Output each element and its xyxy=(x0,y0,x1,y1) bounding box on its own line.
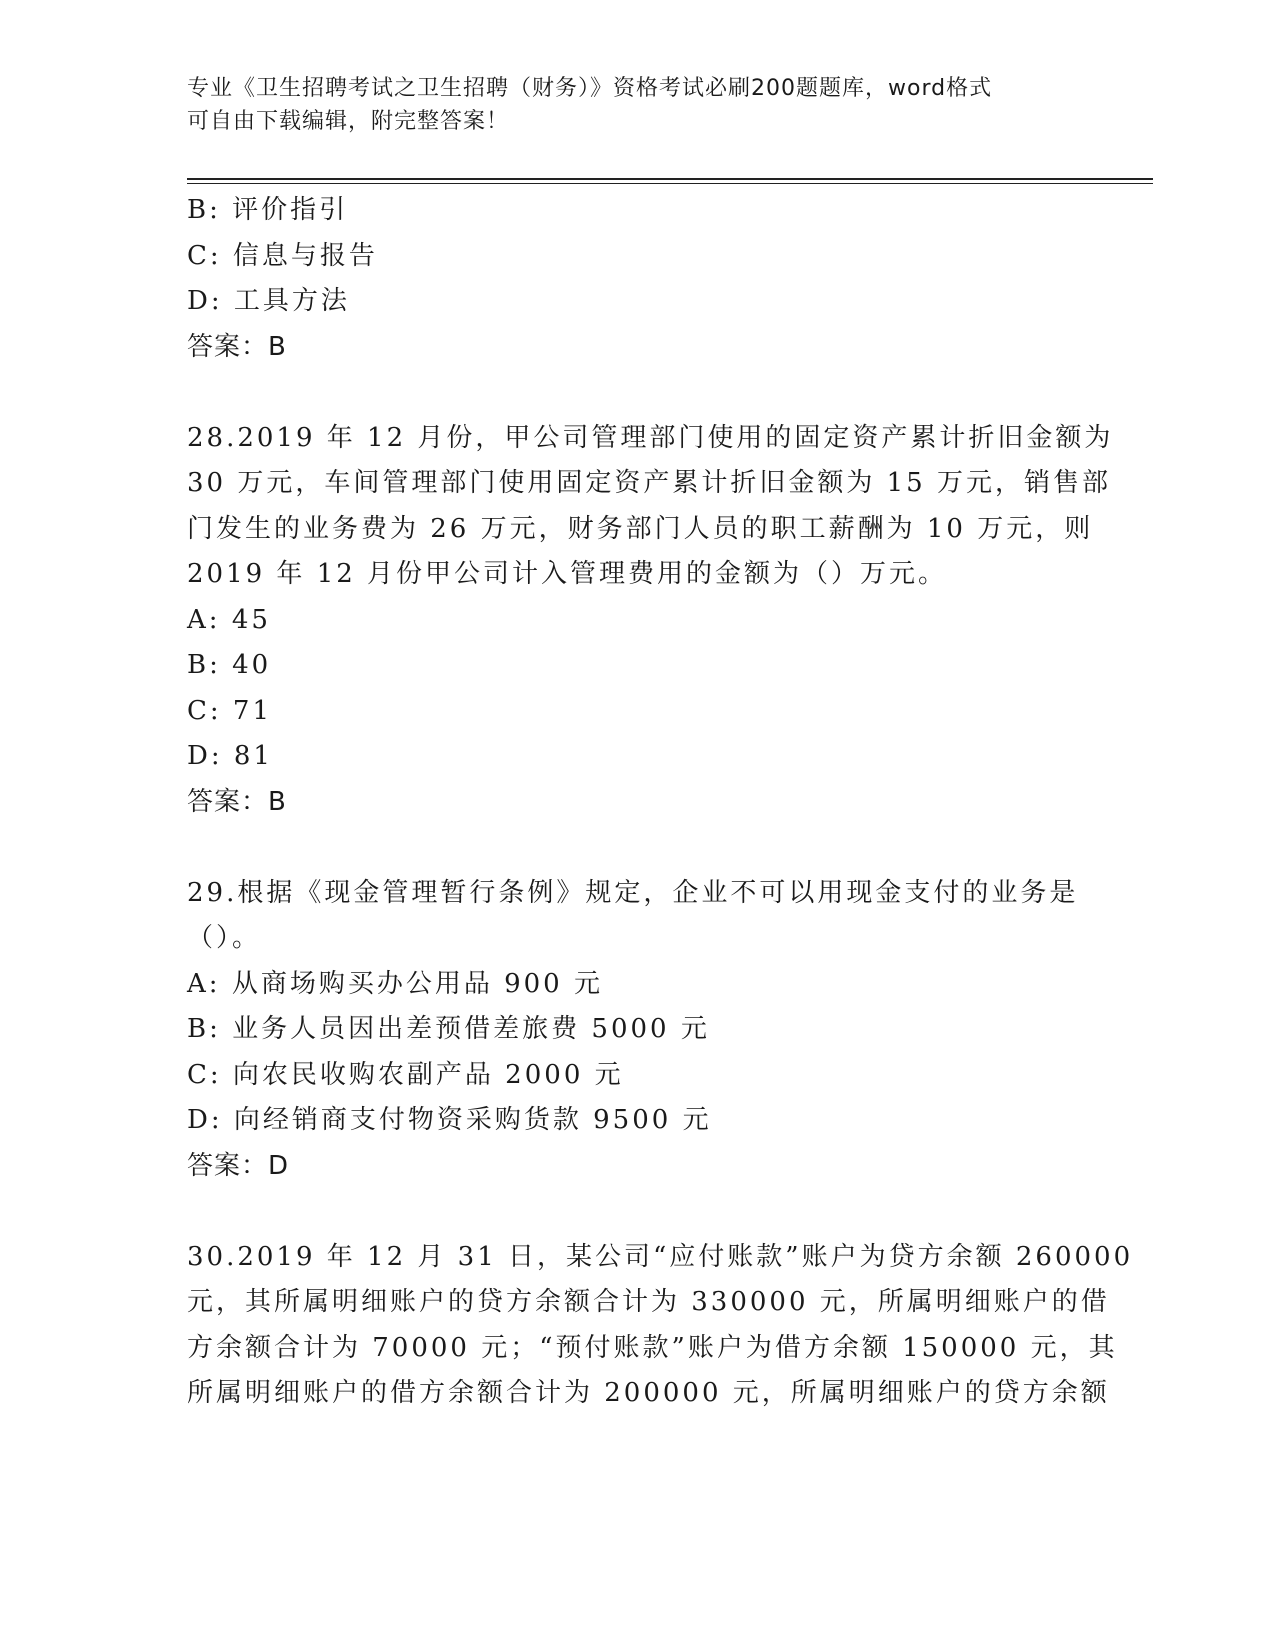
document-body xyxy=(187,188,1134,1417)
question-spacer xyxy=(187,825,1087,871)
prev-question xyxy=(187,188,1087,370)
question-spacer xyxy=(187,370,1087,416)
answer: 答案：B xyxy=(187,786,287,817)
question-text-line: 2019 年 12 月份甲公司计入管理费用的金额为（）万元。 xyxy=(187,559,948,589)
question-text-line: 门发生的业务费为 26 万元，财务部门人员的职工薪酬为 10 万元，则 xyxy=(187,513,1094,544)
question-text-line: 30.2019 年 12 月 31 日，某公司“应付账款”账户为贷方余额 260000 xyxy=(187,1241,1134,1272)
question-text-line: 29.根据《现金管理暂行条例》规定，企业不可以用现金支付的业务是 xyxy=(187,877,1079,908)
question-text-line: 30 万元，车间管理部门使用固定资产累计折旧金额为 15 万元，销售部 xyxy=(187,468,1111,498)
question-29 xyxy=(187,871,1087,1190)
option-b: B: 业务人员因出差预借差旅费 5000 元 xyxy=(187,1014,710,1044)
option-a: A: 45 xyxy=(187,604,271,635)
question-text-line: 元，其所属明细账户的贷方余额合计为 330000 元，所属明细账户的借 xyxy=(187,1287,1110,1317)
question-spacer xyxy=(187,1189,1087,1235)
option-c: C: 向农民收购农副产品 2000 元 xyxy=(187,1059,624,1090)
option-d: D: 工具方法 xyxy=(187,286,350,316)
answer: 答案：D xyxy=(187,1150,290,1181)
answer: 答案：B xyxy=(187,331,287,362)
header-divider-thin xyxy=(187,183,1153,184)
option-d: D: 81 xyxy=(187,741,273,771)
question-28 xyxy=(187,416,1114,826)
question-text-line: （）。 xyxy=(187,923,262,953)
document-header xyxy=(187,72,1067,138)
option-b: B: 评价指引 xyxy=(187,195,349,225)
question-30 xyxy=(187,1235,1134,1417)
option-b: B: 40 xyxy=(187,650,272,680)
header-line-2: 可自由下载编辑，附完整答案！ xyxy=(187,109,510,134)
question-text-line: 方余额合计为 70000 元；“预付账款”账户为借方余额 150000 元，其 xyxy=(187,1332,1118,1363)
question-text-line: 28.2019 年 12 月份，甲公司管理部门使用的固定资产累计折旧金额为 xyxy=(187,422,1114,453)
header-divider-thick xyxy=(187,178,1153,180)
option-c: C: 71 xyxy=(187,695,273,726)
option-d: D: 向经销商支付物资采购货款 9500 元 xyxy=(187,1105,712,1135)
option-a: A: 从商场购买办公用品 900 元 xyxy=(187,968,603,999)
header-line-1: 专业《卫生招聘考试之卫生招聘（财务）》资格考试必刷200题题库，word格式 xyxy=(187,76,993,101)
question-text-line: 所属明细账户的借方余额合计为 200000 元，所属明细账户的贷方余额 xyxy=(187,1378,1110,1408)
option-c: C: 信息与报告 xyxy=(187,240,378,271)
